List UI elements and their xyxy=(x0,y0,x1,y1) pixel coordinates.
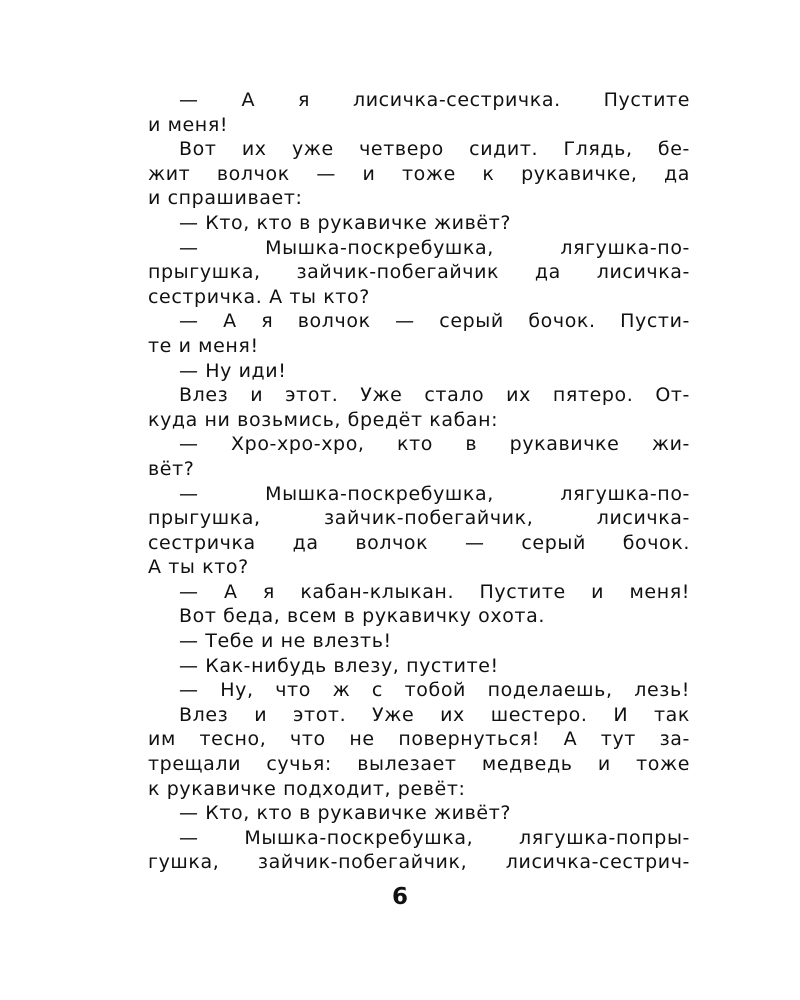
text-line: — Кто, кто в рукавичке живёт? xyxy=(179,802,512,825)
page-number: 6 xyxy=(391,884,408,910)
text-line: вёт? xyxy=(148,457,195,480)
text-line: им тесно, что не повернуться! А тут за- xyxy=(148,728,690,751)
text-line: — Кто, кто в рукавичке живёт? xyxy=(179,211,512,234)
text-line: и меня! xyxy=(148,113,229,136)
text-line: Влез и этот. Уже их шестеро. И так xyxy=(179,703,690,726)
text-line: — А я лисичка-сестричка. Пустите xyxy=(179,89,690,111)
text-line: — А я кабан-клыкан. Пустите и меня! xyxy=(179,580,690,603)
text-line: — Мышка-поскребушка, лягушка-по- xyxy=(179,236,690,259)
text-line: жит волчок — и тоже к рукавичке, да xyxy=(148,162,690,185)
text-line: к рукавичке подходит, ревёт: xyxy=(148,777,466,800)
text-line: сестричка да волчок — серый бочок. xyxy=(148,531,690,554)
text-line: прыгушка, зайчик-побегайчик, лисичка- xyxy=(148,507,690,530)
text-line: Вот их уже четверо сидит. Глядь, бе- xyxy=(179,138,690,161)
text-line: Влез и этот. Уже стало их пятеро. От- xyxy=(179,384,690,407)
text-line: — Ну, что ж с тобой поделаешь, лезь! xyxy=(179,679,690,702)
text-line: — Мышка-поскребушка, лягушка-по- xyxy=(179,482,690,505)
text-line: гушка, зайчик-побегайчик, лисичка-сестрич- xyxy=(148,851,690,874)
text-line: А ты кто? xyxy=(148,556,249,579)
text-line: те и меня! xyxy=(148,334,259,357)
text-line: — Как-нибудь влезу, пустите! xyxy=(179,654,499,677)
text-line: куда ни возьмись, бредёт кабан: xyxy=(148,408,499,431)
text-line: и спрашивает: xyxy=(148,187,303,210)
text-line: прыгушка, зайчик-побегайчик да лисичка- xyxy=(148,261,690,284)
body-text xyxy=(148,88,690,875)
text-line: — А я волчок — серый бочок. Пусти- xyxy=(179,310,690,333)
text-line: трещали сучья: вылезает медведь и тоже xyxy=(148,753,690,776)
text-line: — Мышка-поскребушка, лягушка-попры- xyxy=(179,826,690,849)
text-line: — Хро-хро-хро, кто в рукавичке жи- xyxy=(179,433,690,456)
text-line: — Ну иди! xyxy=(179,359,287,382)
text-line: сестричка. А ты кто? xyxy=(148,285,370,308)
text-line: — Тебе и не влезть! xyxy=(179,630,392,653)
text-line: Вот беда, всем в рукавичку охота. xyxy=(179,605,545,628)
